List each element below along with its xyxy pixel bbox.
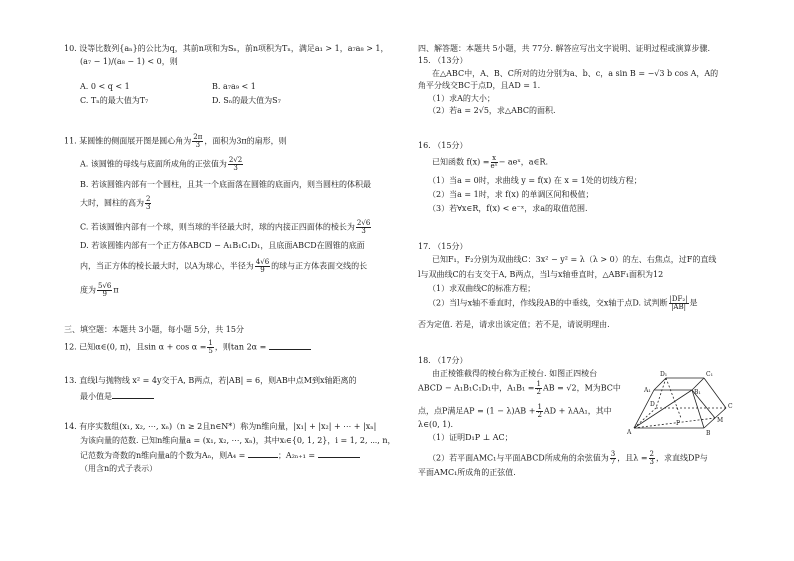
q17-part2-cont: 否为定值. 若是，请求出该定值；若不是，请说明理由. [418,320,610,329]
q11-option-a: A. 该圆锥的母线与底面所成角的正弦值为 $\frac{2√2}{3}$ [80,156,243,172]
frustum-figure [626,368,736,438]
q11-option-d-line3: 度为 $\frac{5√6}{9}$ π [80,282,119,298]
q11-option-c: C. 若该圆锥内部有一个球，则当球的半径最大时，球的内接正四面体的棱长为 $\frac{2√6}{3}$ [80,219,371,235]
q17-head: 17. （15分） [418,242,468,251]
q13-line1: 13. 直线l与抛物线 x² = 4y交于A, B两点，若|AB| = 6，则AB中点M到x轴距离的 [64,376,357,385]
q18-head: 18. （17分） [418,356,468,365]
q17-part2: （2）当l与x轴不垂直时，作线段AB的中垂线，交x轴于点D. 试判断 $\frac{\text{|DF₂|}}{|AB|}$ 是 [428,295,698,311]
q17-part1: （1）求双曲线C的标准方程； [428,284,536,293]
q10-line2: (a₇ − 1)/(a₈ − 1) < 0，则 [80,57,178,66]
q18-line2: ABCD − A₁B₁C₁D₁中，A₁B₁ = $\frac{1}{2}$ AB = √2，M为BC中 [418,380,621,396]
fig-label-b1: B₁ [694,389,701,396]
q14-line2: 为该向量的范数. 已知n维向量a = (x₁, x₂, ⋯, xₙ)，其中xᵢ∈{0, 1, 2}，i = 1, 2, ⋯, n， [80,436,396,445]
q16-line1: 已知函数 f(x) = $\frac{x}{\text{eˣ}}$ − aeˣ，a∈R. [432,154,549,170]
q14-blank-a2n1[interactable] [318,450,360,458]
fig-label-c1: C₁ [706,371,713,378]
q18-line4: λ∈(0, 1). [418,420,454,429]
q15-line1: 在△ABC中，A、B、C所对的边分别为a、b、c，a sin B = −√3 b cos A，A的 [432,69,719,78]
q18-line1: 由正棱锥截得的棱台称为正棱台. 如图正四棱台 [432,369,598,378]
q11-option-b-line2: 大时，圆柱的高为 $\frac{2}{3}$ [80,195,151,211]
fig-label-d: D [650,401,655,408]
q10-option-d: D. Sₙ的最大值为S₇ [212,96,281,105]
q10-option-b: B. a₇a₉ < 1 [212,82,256,91]
q13-answer-blank[interactable] [112,391,154,399]
q11-option-d-line1: D. 若该圆锥内部有一个正方体ABCD − A₁B₁C₁D₁，且底面ABCD在圆锥的底面 [80,241,365,250]
q18-part1: （1）证明D₁P ⊥ AC； [428,433,513,442]
fig-label-a1: A₁ [644,387,651,394]
q11-option-d-line2: 内，当正方体的棱长最大时，以A为球心，半径为 $\frac{4√6}{9}$ 的球与正方体表面交线的长 [80,258,368,274]
q16-part1: （1）当a = 0时，求曲线 y = f(x) 在 x = 1处的切线方程； [428,176,642,185]
q16-head: 16. （15分） [418,141,468,150]
q15-part2: （2）若a = 2√5，求△ABC的面积. [428,106,556,115]
fig-label-d1: D₁ [660,371,668,378]
q10-line1: 10. 设等比数列{aₙ}的公比为q，其前n项和为Sₙ，前n项积为Tₙ，满足a₁ > 1，a₇a₈ > 1， [64,44,389,53]
q12-answer-blank[interactable] [269,342,311,350]
q18-part2: （2）若平面AMC₁与平面ABCD所成角的余弦值为 $\frac{3}{7}$ ，且λ = $\frac{2}{3}$ ，求直线DP与 [428,450,708,466]
q13-line2: 最小值是 [80,391,154,402]
q17-line1: 已知F₁，F₂分别为双曲线C：3x² − y² = λ（λ > 0）的左、右焦点，过F的直线 [432,255,717,264]
q14-blank-a4[interactable] [248,450,278,458]
q15-part1: （1）求A的大小； [428,94,495,103]
q12: 12. 已知α∈(0, π)，且sin α + cos α = $\frac{1}{5}$ ，则tan 2α = [64,340,311,355]
section3-heading: 三、填空题：本题共 3小题，每小题 5分，共 15分 [64,325,244,334]
q15-head: 15. （13分） [418,56,468,65]
q17-line2: l与双曲线C的右支交于A, B两点，当l与x轴垂直时，△ABF₁面积为12 [418,270,664,279]
q15-line2: 角平分线交BC于点D，且AD = 1. [418,81,541,90]
fig-label-p: P [676,420,681,427]
q11-line1: 11. 某圆锥的侧面展开图是圆心角为 $\frac{2\pi}{3}$ ，面积为3π的扇形，则 [64,133,287,149]
q11-option-b-line1: B. 若该圆锥内部有一个圆柱，且其一个底面落在圆锥的底面内，则当圆柱的体积最 [80,180,371,189]
fig-label-c: C [728,403,733,410]
section4-heading: 四、解答题：本题共 5小题，共 77分. 解答应写出文字说明、证明过程或演算步骤. [418,44,710,53]
fig-label-m: M [717,417,724,424]
q10-option-c: C. Tₙ的最大值为T₇ [80,96,149,105]
q18-line3: 点，点P满足AP = (1 − λ)AB + $\frac{1}{2}$ AD + λAA₁，其中 [418,403,612,419]
q14-line1: 14. 有序实数组(x₁, x₂, ⋯, xₙ)（n ≥ 2且n∈N*）称为n维向量，|x₁| + |x₂| + ⋯ + |xₙ| [64,422,377,431]
q16-part3: （3）若∀x∈R，f(x) < e⁻ˣ，求a的取值范围. [428,204,588,213]
q18-part3: 平面AMC₁所成角的正弦值. [418,468,516,477]
fig-label-a: A [627,429,632,436]
fig-label-b: B [706,430,711,437]
q16-part2: （2）当a = 1时，求 f(x) 的单调区间和极值； [428,190,594,199]
q10-option-a: A. 0 < q < 1 [80,82,130,91]
q14-line3: 记范数为奇数的n维向量a的个数为Aₙ，则A₄ = ；A₂ₙ₊₁ = [80,450,360,461]
q14-line4: （用含n的式子表示） [80,464,158,473]
